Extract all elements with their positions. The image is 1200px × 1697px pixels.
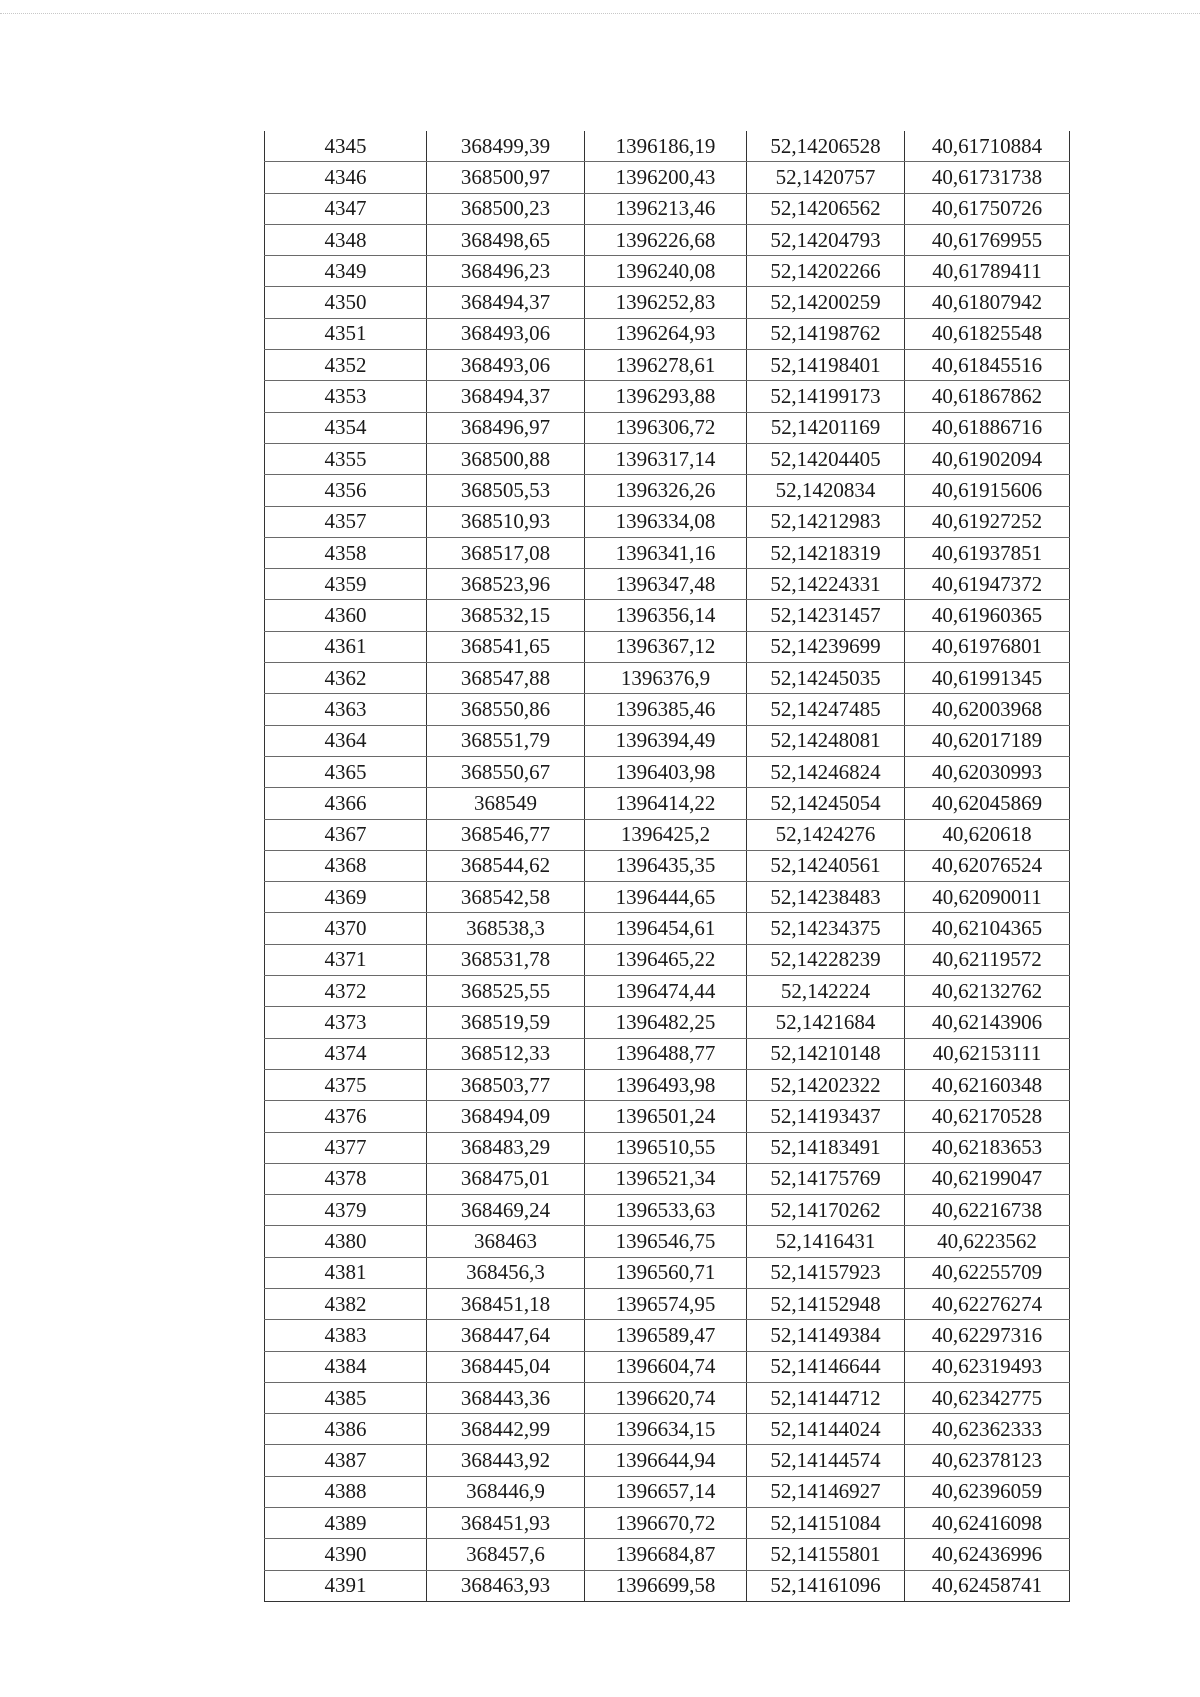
latitude-cell: 52,1416431 bbox=[747, 1226, 905, 1257]
point-number-cell: 4350 bbox=[265, 287, 427, 318]
latitude-cell: 52,14240561 bbox=[747, 850, 905, 881]
longitude-cell: 40,62276274 bbox=[905, 1288, 1070, 1319]
longitude-cell: 40,61807942 bbox=[905, 287, 1070, 318]
x-coordinate-cell: 368493,06 bbox=[427, 350, 585, 381]
longitude-cell: 40,62030993 bbox=[905, 756, 1070, 787]
table-row bbox=[265, 1382, 1070, 1413]
latitude-cell: 52,14198762 bbox=[747, 318, 905, 349]
x-coordinate-cell: 368500,88 bbox=[427, 443, 585, 474]
longitude-cell: 40,61731738 bbox=[905, 162, 1070, 193]
point-number-cell: 4385 bbox=[265, 1382, 427, 1413]
latitude-cell: 52,14231457 bbox=[747, 600, 905, 631]
point-number-cell: 4378 bbox=[265, 1163, 427, 1194]
point-number-cell: 4352 bbox=[265, 350, 427, 381]
y-coordinate-cell: 1396435,35 bbox=[585, 850, 747, 881]
x-coordinate-cell: 368549 bbox=[427, 788, 585, 819]
point-number-cell: 4372 bbox=[265, 976, 427, 1007]
point-number-cell: 4382 bbox=[265, 1288, 427, 1319]
table-row bbox=[265, 1445, 1070, 1476]
latitude-cell: 52,14151084 bbox=[747, 1508, 905, 1539]
x-coordinate-cell: 368451,18 bbox=[427, 1288, 585, 1319]
table-row bbox=[265, 788, 1070, 819]
longitude-cell: 40,62362333 bbox=[905, 1414, 1070, 1445]
latitude-cell: 52,142224 bbox=[747, 976, 905, 1007]
latitude-cell: 52,14146644 bbox=[747, 1351, 905, 1382]
table-row bbox=[265, 256, 1070, 287]
longitude-cell: 40,62199047 bbox=[905, 1163, 1070, 1194]
scan-edge-line bbox=[0, 13, 1200, 14]
longitude-cell: 40,62090011 bbox=[905, 882, 1070, 913]
longitude-cell: 40,62143906 bbox=[905, 1007, 1070, 1038]
point-number-cell: 4391 bbox=[265, 1570, 427, 1601]
table-row bbox=[265, 663, 1070, 694]
latitude-cell: 52,14224331 bbox=[747, 569, 905, 600]
longitude-cell: 40,62458741 bbox=[905, 1570, 1070, 1601]
latitude-cell: 52,14146927 bbox=[747, 1476, 905, 1507]
table-row bbox=[265, 1257, 1070, 1288]
y-coordinate-cell: 1396574,95 bbox=[585, 1288, 747, 1319]
longitude-cell: 40,620618 bbox=[905, 819, 1070, 850]
point-number-cell: 4371 bbox=[265, 944, 427, 975]
y-coordinate-cell: 1396376,9 bbox=[585, 663, 747, 694]
longitude-cell: 40,62297316 bbox=[905, 1320, 1070, 1351]
y-coordinate-cell: 1396493,98 bbox=[585, 1069, 747, 1100]
longitude-cell: 40,62170528 bbox=[905, 1101, 1070, 1132]
table-row bbox=[265, 1007, 1070, 1038]
point-number-cell: 4388 bbox=[265, 1476, 427, 1507]
latitude-cell: 52,14228239 bbox=[747, 944, 905, 975]
longitude-cell: 40,62378123 bbox=[905, 1445, 1070, 1476]
table-row bbox=[265, 443, 1070, 474]
longitude-cell: 40,61845516 bbox=[905, 350, 1070, 381]
longitude-cell: 40,62160348 bbox=[905, 1069, 1070, 1100]
table-row bbox=[265, 976, 1070, 1007]
table-row bbox=[265, 412, 1070, 443]
y-coordinate-cell: 1396604,74 bbox=[585, 1351, 747, 1382]
table-row bbox=[265, 819, 1070, 850]
x-coordinate-cell: 368500,97 bbox=[427, 162, 585, 193]
table-row bbox=[265, 224, 1070, 255]
point-number-cell: 4364 bbox=[265, 725, 427, 756]
point-number-cell: 4384 bbox=[265, 1351, 427, 1382]
y-coordinate-cell: 1396186,19 bbox=[585, 131, 747, 162]
latitude-cell: 52,14198401 bbox=[747, 350, 905, 381]
x-coordinate-cell: 368445,04 bbox=[427, 1351, 585, 1382]
y-coordinate-cell: 1396414,22 bbox=[585, 788, 747, 819]
x-coordinate-cell: 368544,62 bbox=[427, 850, 585, 881]
y-coordinate-cell: 1396670,72 bbox=[585, 1508, 747, 1539]
longitude-cell: 40,61927252 bbox=[905, 506, 1070, 537]
table-row bbox=[265, 1069, 1070, 1100]
point-number-cell: 4380 bbox=[265, 1226, 427, 1257]
table-row bbox=[265, 1132, 1070, 1163]
table-row bbox=[265, 569, 1070, 600]
point-number-cell: 4362 bbox=[265, 663, 427, 694]
latitude-cell: 52,14170262 bbox=[747, 1195, 905, 1226]
latitude-cell: 52,14200259 bbox=[747, 287, 905, 318]
table-row bbox=[265, 287, 1070, 318]
point-number-cell: 4354 bbox=[265, 412, 427, 443]
y-coordinate-cell: 1396367,12 bbox=[585, 631, 747, 662]
x-coordinate-cell: 368512,33 bbox=[427, 1038, 585, 1069]
latitude-cell: 52,14144024 bbox=[747, 1414, 905, 1445]
table-row bbox=[265, 1539, 1070, 1570]
latitude-cell: 52,14175769 bbox=[747, 1163, 905, 1194]
longitude-cell: 40,61947372 bbox=[905, 569, 1070, 600]
latitude-cell: 52,14246824 bbox=[747, 756, 905, 787]
point-number-cell: 4353 bbox=[265, 381, 427, 412]
x-coordinate-cell: 368542,58 bbox=[427, 882, 585, 913]
y-coordinate-cell: 1396684,87 bbox=[585, 1539, 747, 1570]
latitude-cell: 52,14210148 bbox=[747, 1038, 905, 1069]
y-coordinate-cell: 1396589,47 bbox=[585, 1320, 747, 1351]
latitude-cell: 52,14149384 bbox=[747, 1320, 905, 1351]
longitude-cell: 40,62396059 bbox=[905, 1476, 1070, 1507]
latitude-cell: 52,14157923 bbox=[747, 1257, 905, 1288]
x-coordinate-cell: 368500,23 bbox=[427, 193, 585, 224]
longitude-cell: 40,61750726 bbox=[905, 193, 1070, 224]
table-row bbox=[265, 1226, 1070, 1257]
point-number-cell: 4389 bbox=[265, 1508, 427, 1539]
y-coordinate-cell: 1396501,24 bbox=[585, 1101, 747, 1132]
point-number-cell: 4358 bbox=[265, 537, 427, 568]
table-row bbox=[265, 1570, 1070, 1601]
y-coordinate-cell: 1396474,44 bbox=[585, 976, 747, 1007]
longitude-cell: 40,61825548 bbox=[905, 318, 1070, 349]
latitude-cell: 52,14212983 bbox=[747, 506, 905, 537]
point-number-cell: 4387 bbox=[265, 1445, 427, 1476]
y-coordinate-cell: 1396482,25 bbox=[585, 1007, 747, 1038]
table-row bbox=[265, 600, 1070, 631]
longitude-cell: 40,61937851 bbox=[905, 537, 1070, 568]
table-row bbox=[265, 475, 1070, 506]
latitude-cell: 52,14183491 bbox=[747, 1132, 905, 1163]
y-coordinate-cell: 1396560,71 bbox=[585, 1257, 747, 1288]
table-row bbox=[265, 850, 1070, 881]
longitude-cell: 40,62319493 bbox=[905, 1351, 1070, 1382]
y-coordinate-cell: 1396634,15 bbox=[585, 1414, 747, 1445]
table-row bbox=[265, 725, 1070, 756]
table-row bbox=[265, 882, 1070, 913]
y-coordinate-cell: 1396699,58 bbox=[585, 1570, 747, 1601]
y-coordinate-cell: 1396278,61 bbox=[585, 350, 747, 381]
point-number-cell: 4368 bbox=[265, 850, 427, 881]
latitude-cell: 52,14144574 bbox=[747, 1445, 905, 1476]
point-number-cell: 4359 bbox=[265, 569, 427, 600]
point-number-cell: 4390 bbox=[265, 1539, 427, 1570]
table-row bbox=[265, 193, 1070, 224]
point-number-cell: 4376 bbox=[265, 1101, 427, 1132]
point-number-cell: 4357 bbox=[265, 506, 427, 537]
x-coordinate-cell: 368469,24 bbox=[427, 1195, 585, 1226]
latitude-cell: 52,1421684 bbox=[747, 1007, 905, 1038]
longitude-cell: 40,61867862 bbox=[905, 381, 1070, 412]
x-coordinate-cell: 368546,77 bbox=[427, 819, 585, 850]
latitude-cell: 52,14238483 bbox=[747, 882, 905, 913]
y-coordinate-cell: 1396454,61 bbox=[585, 913, 747, 944]
longitude-cell: 40,62153111 bbox=[905, 1038, 1070, 1069]
longitude-cell: 40,62017189 bbox=[905, 725, 1070, 756]
y-coordinate-cell: 1396510,55 bbox=[585, 1132, 747, 1163]
latitude-cell: 52,14199173 bbox=[747, 381, 905, 412]
longitude-cell: 40,62216738 bbox=[905, 1195, 1070, 1226]
table-row bbox=[265, 944, 1070, 975]
x-coordinate-cell: 368547,88 bbox=[427, 663, 585, 694]
latitude-cell: 52,14245054 bbox=[747, 788, 905, 819]
x-coordinate-cell: 368517,08 bbox=[427, 537, 585, 568]
x-coordinate-cell: 368494,09 bbox=[427, 1101, 585, 1132]
x-coordinate-cell: 368551,79 bbox=[427, 725, 585, 756]
x-coordinate-cell: 368483,29 bbox=[427, 1132, 585, 1163]
longitude-cell: 40,61976801 bbox=[905, 631, 1070, 662]
table-row bbox=[265, 318, 1070, 349]
table-row bbox=[265, 913, 1070, 944]
latitude-cell: 52,14161096 bbox=[747, 1570, 905, 1601]
point-number-cell: 4373 bbox=[265, 1007, 427, 1038]
point-number-cell: 4360 bbox=[265, 600, 427, 631]
y-coordinate-cell: 1396226,68 bbox=[585, 224, 747, 255]
y-coordinate-cell: 1396644,94 bbox=[585, 1445, 747, 1476]
y-coordinate-cell: 1396213,46 bbox=[585, 193, 747, 224]
y-coordinate-cell: 1396240,08 bbox=[585, 256, 747, 287]
point-number-cell: 4347 bbox=[265, 193, 427, 224]
x-coordinate-cell: 368523,96 bbox=[427, 569, 585, 600]
table-row bbox=[265, 537, 1070, 568]
table-row bbox=[265, 756, 1070, 787]
table-row bbox=[265, 631, 1070, 662]
point-number-cell: 4381 bbox=[265, 1257, 427, 1288]
point-number-cell: 4386 bbox=[265, 1414, 427, 1445]
table-row bbox=[265, 381, 1070, 412]
longitude-cell: 40,61710884 bbox=[905, 131, 1070, 162]
x-coordinate-cell: 368550,86 bbox=[427, 694, 585, 725]
x-coordinate-cell: 368550,67 bbox=[427, 756, 585, 787]
table-row bbox=[265, 1351, 1070, 1382]
y-coordinate-cell: 1396356,14 bbox=[585, 600, 747, 631]
point-number-cell: 4361 bbox=[265, 631, 427, 662]
y-coordinate-cell: 1396347,48 bbox=[585, 569, 747, 600]
latitude-cell: 52,14239699 bbox=[747, 631, 905, 662]
coordinates-table bbox=[264, 131, 1070, 1602]
point-number-cell: 4365 bbox=[265, 756, 427, 787]
x-coordinate-cell: 368447,64 bbox=[427, 1320, 585, 1351]
latitude-cell: 52,14218319 bbox=[747, 537, 905, 568]
x-coordinate-cell: 368503,77 bbox=[427, 1069, 585, 1100]
y-coordinate-cell: 1396200,43 bbox=[585, 162, 747, 193]
y-coordinate-cell: 1396252,83 bbox=[585, 287, 747, 318]
y-coordinate-cell: 1396620,74 bbox=[585, 1382, 747, 1413]
latitude-cell: 52,14202266 bbox=[747, 256, 905, 287]
longitude-cell: 40,62003968 bbox=[905, 694, 1070, 725]
x-coordinate-cell: 368494,37 bbox=[427, 381, 585, 412]
longitude-cell: 40,62119572 bbox=[905, 944, 1070, 975]
table-row bbox=[265, 506, 1070, 537]
latitude-cell: 52,14245035 bbox=[747, 663, 905, 694]
point-number-cell: 4379 bbox=[265, 1195, 427, 1226]
latitude-cell: 52,1420757 bbox=[747, 162, 905, 193]
point-number-cell: 4348 bbox=[265, 224, 427, 255]
point-number-cell: 4346 bbox=[265, 162, 427, 193]
y-coordinate-cell: 1396306,72 bbox=[585, 412, 747, 443]
latitude-cell: 52,14206528 bbox=[747, 131, 905, 162]
x-coordinate-cell: 368525,55 bbox=[427, 976, 585, 1007]
x-coordinate-cell: 368457,6 bbox=[427, 1539, 585, 1570]
table-row bbox=[265, 1038, 1070, 1069]
latitude-cell: 52,14248081 bbox=[747, 725, 905, 756]
table-row bbox=[265, 1320, 1070, 1351]
point-number-cell: 4370 bbox=[265, 913, 427, 944]
table-row bbox=[265, 1508, 1070, 1539]
longitude-cell: 40,61902094 bbox=[905, 443, 1070, 474]
longitude-cell: 40,61960365 bbox=[905, 600, 1070, 631]
longitude-cell: 40,62416098 bbox=[905, 1508, 1070, 1539]
x-coordinate-cell: 368531,78 bbox=[427, 944, 585, 975]
longitude-cell: 40,62342775 bbox=[905, 1382, 1070, 1413]
longitude-cell: 40,62436996 bbox=[905, 1539, 1070, 1570]
point-number-cell: 4349 bbox=[265, 256, 427, 287]
x-coordinate-cell: 368498,65 bbox=[427, 224, 585, 255]
table-row bbox=[265, 162, 1070, 193]
y-coordinate-cell: 1396521,34 bbox=[585, 1163, 747, 1194]
longitude-cell: 40,62132762 bbox=[905, 976, 1070, 1007]
point-number-cell: 4375 bbox=[265, 1069, 427, 1100]
longitude-cell: 40,62255709 bbox=[905, 1257, 1070, 1288]
latitude-cell: 52,14247485 bbox=[747, 694, 905, 725]
longitude-cell: 40,62183653 bbox=[905, 1132, 1070, 1163]
latitude-cell: 52,14152948 bbox=[747, 1288, 905, 1319]
latitude-cell: 52,1424276 bbox=[747, 819, 905, 850]
longitude-cell: 40,61915606 bbox=[905, 475, 1070, 506]
x-coordinate-cell: 368496,23 bbox=[427, 256, 585, 287]
y-coordinate-cell: 1396317,14 bbox=[585, 443, 747, 474]
longitude-cell: 40,62045869 bbox=[905, 788, 1070, 819]
x-coordinate-cell: 368499,39 bbox=[427, 131, 585, 162]
longitude-cell: 40,62104365 bbox=[905, 913, 1070, 944]
table-row bbox=[265, 1163, 1070, 1194]
x-coordinate-cell: 368510,93 bbox=[427, 506, 585, 537]
y-coordinate-cell: 1396403,98 bbox=[585, 756, 747, 787]
y-coordinate-cell: 1396488,77 bbox=[585, 1038, 747, 1069]
x-coordinate-cell: 368493,06 bbox=[427, 318, 585, 349]
point-number-cell: 4374 bbox=[265, 1038, 427, 1069]
y-coordinate-cell: 1396334,08 bbox=[585, 506, 747, 537]
x-coordinate-cell: 368443,92 bbox=[427, 1445, 585, 1476]
table-row bbox=[265, 1195, 1070, 1226]
x-coordinate-cell: 368519,59 bbox=[427, 1007, 585, 1038]
y-coordinate-cell: 1396326,26 bbox=[585, 475, 747, 506]
latitude-cell: 52,14234375 bbox=[747, 913, 905, 944]
table-row bbox=[265, 1288, 1070, 1319]
y-coordinate-cell: 1396533,63 bbox=[585, 1195, 747, 1226]
coordinates-table-body bbox=[265, 131, 1070, 1601]
longitude-cell: 40,61769955 bbox=[905, 224, 1070, 255]
x-coordinate-cell: 368494,37 bbox=[427, 287, 585, 318]
latitude-cell: 52,14204793 bbox=[747, 224, 905, 255]
point-number-cell: 4363 bbox=[265, 694, 427, 725]
point-number-cell: 4351 bbox=[265, 318, 427, 349]
point-number-cell: 4366 bbox=[265, 788, 427, 819]
x-coordinate-cell: 368456,3 bbox=[427, 1257, 585, 1288]
latitude-cell: 52,14202322 bbox=[747, 1069, 905, 1100]
point-number-cell: 4345 bbox=[265, 131, 427, 162]
latitude-cell: 52,14201169 bbox=[747, 412, 905, 443]
table-row bbox=[265, 350, 1070, 381]
x-coordinate-cell: 368446,9 bbox=[427, 1476, 585, 1507]
point-number-cell: 4355 bbox=[265, 443, 427, 474]
x-coordinate-cell: 368463,93 bbox=[427, 1570, 585, 1601]
table-row bbox=[265, 1414, 1070, 1445]
y-coordinate-cell: 1396293,88 bbox=[585, 381, 747, 412]
y-coordinate-cell: 1396465,22 bbox=[585, 944, 747, 975]
y-coordinate-cell: 1396546,75 bbox=[585, 1226, 747, 1257]
y-coordinate-cell: 1396341,16 bbox=[585, 537, 747, 568]
point-number-cell: 4367 bbox=[265, 819, 427, 850]
x-coordinate-cell: 368463 bbox=[427, 1226, 585, 1257]
latitude-cell: 52,14193437 bbox=[747, 1101, 905, 1132]
longitude-cell: 40,61991345 bbox=[905, 663, 1070, 694]
latitude-cell: 52,1420834 bbox=[747, 475, 905, 506]
x-coordinate-cell: 368451,93 bbox=[427, 1508, 585, 1539]
x-coordinate-cell: 368442,99 bbox=[427, 1414, 585, 1445]
y-coordinate-cell: 1396264,93 bbox=[585, 318, 747, 349]
latitude-cell: 52,14155801 bbox=[747, 1539, 905, 1570]
table-row bbox=[265, 1476, 1070, 1507]
y-coordinate-cell: 1396425,2 bbox=[585, 819, 747, 850]
latitude-cell: 52,14204405 bbox=[747, 443, 905, 474]
longitude-cell: 40,62076524 bbox=[905, 850, 1070, 881]
latitude-cell: 52,14206562 bbox=[747, 193, 905, 224]
x-coordinate-cell: 368541,65 bbox=[427, 631, 585, 662]
table-row bbox=[265, 131, 1070, 162]
x-coordinate-cell: 368496,97 bbox=[427, 412, 585, 443]
table-row bbox=[265, 694, 1070, 725]
table-row bbox=[265, 1101, 1070, 1132]
point-number-cell: 4377 bbox=[265, 1132, 427, 1163]
point-number-cell: 4369 bbox=[265, 882, 427, 913]
x-coordinate-cell: 368443,36 bbox=[427, 1382, 585, 1413]
longitude-cell: 40,61886716 bbox=[905, 412, 1070, 443]
longitude-cell: 40,6223562 bbox=[905, 1226, 1070, 1257]
y-coordinate-cell: 1396444,65 bbox=[585, 882, 747, 913]
y-coordinate-cell: 1396394,49 bbox=[585, 725, 747, 756]
y-coordinate-cell: 1396657,14 bbox=[585, 1476, 747, 1507]
longitude-cell: 40,61789411 bbox=[905, 256, 1070, 287]
point-number-cell: 4356 bbox=[265, 475, 427, 506]
x-coordinate-cell: 368505,53 bbox=[427, 475, 585, 506]
latitude-cell: 52,14144712 bbox=[747, 1382, 905, 1413]
x-coordinate-cell: 368532,15 bbox=[427, 600, 585, 631]
point-number-cell: 4383 bbox=[265, 1320, 427, 1351]
x-coordinate-cell: 368475,01 bbox=[427, 1163, 585, 1194]
x-coordinate-cell: 368538,3 bbox=[427, 913, 585, 944]
y-coordinate-cell: 1396385,46 bbox=[585, 694, 747, 725]
